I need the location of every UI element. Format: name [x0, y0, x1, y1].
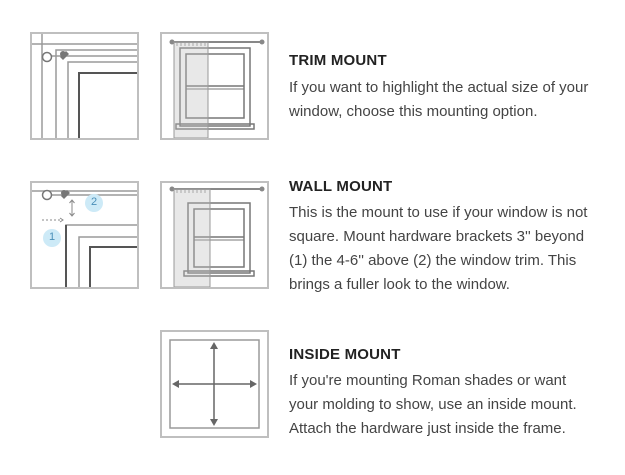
- trim-mount-description: If you want to highlight the actual size of your window, choose this mounting option.: [289, 79, 589, 120]
- inside-mount-description: If you're mounting Roman shades or want your molding to show, use an inside mount. Attach the hardware just inside the frame.: [289, 372, 577, 437]
- marker-1-label: 1: [48, 231, 56, 243]
- rod-finial-icon: [43, 191, 52, 200]
- trim-mount-title: TRIM MOUNT: [289, 52, 387, 69]
- wall-window-illustration: [162, 183, 267, 287]
- wall-mount-description: This is the mount to use if your window is not square. Mount hardware brackets 3'' beyond (1) the 4-6'' above (2) the window trim. This brings a fuller look to the window.: [289, 204, 588, 293]
- inside-mount-title: INSIDE MOUNT: [289, 346, 401, 363]
- trim-mount-window-diagram: [160, 32, 269, 140]
- wall-mount-corner-diagram: [30, 181, 139, 289]
- wall-mount-window-diagram: [160, 181, 269, 289]
- trim-mount-corner-diagram: [30, 32, 139, 140]
- wall-mount-title: WALL MOUNT: [289, 178, 393, 195]
- trim-window-illustration: [162, 34, 267, 138]
- marker-2-label: 2: [90, 196, 98, 208]
- rod-finial-icon: [43, 53, 52, 62]
- trim-corner-illustration: [32, 34, 137, 138]
- inside-frame-illustration: [162, 332, 267, 436]
- inside-mount-diagram: [160, 330, 269, 438]
